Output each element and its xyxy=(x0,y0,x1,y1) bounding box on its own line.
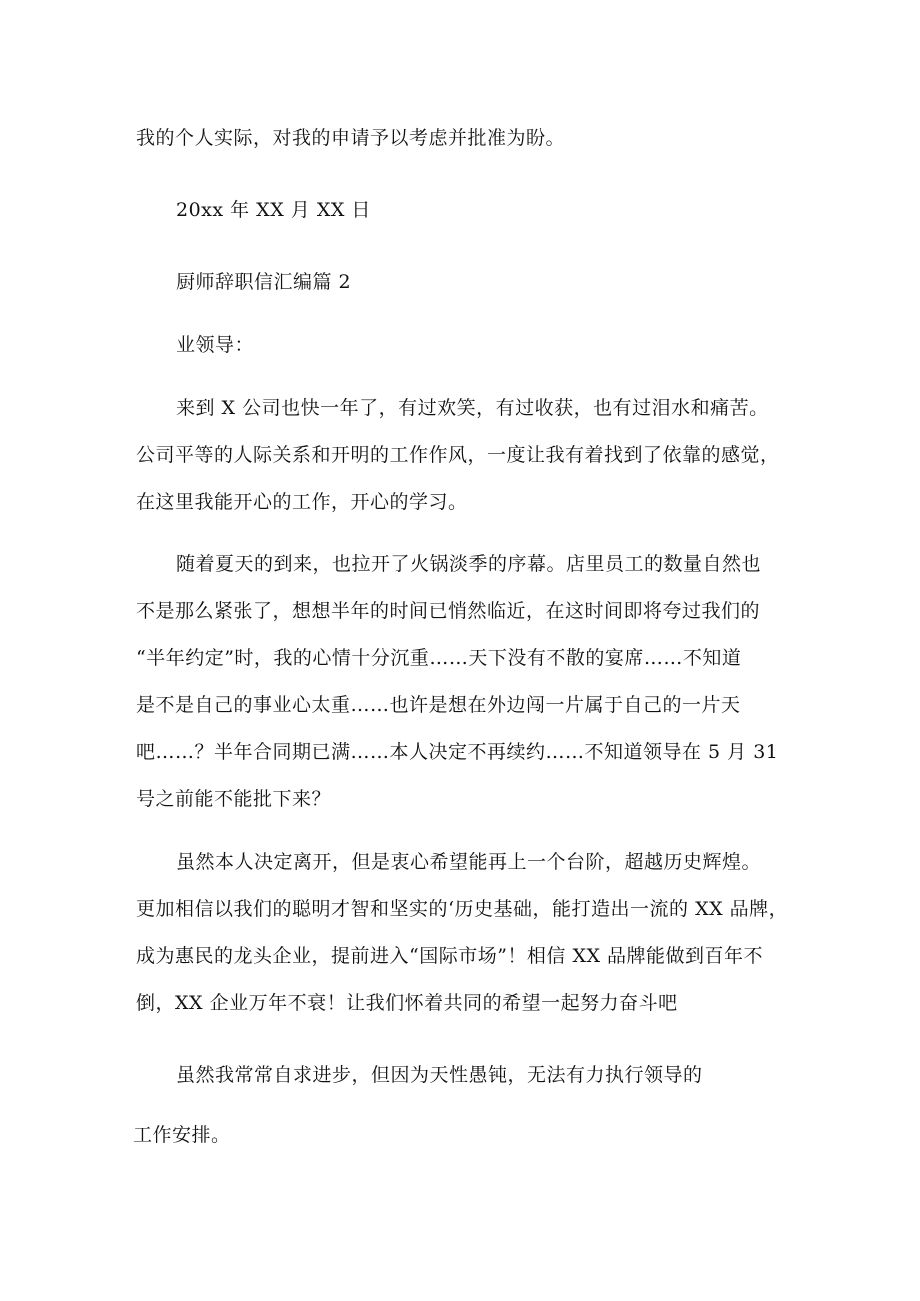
paragraph-line: 在这里我能开心的工作，开心的学习。 xyxy=(136,491,468,513)
date-line: 20xx 年 XX 月 XX 日 xyxy=(176,199,371,221)
paragraph-line: 倒，XX 企业万年不衰！让我们怀着共同的希望一起努力奋斗吧 xyxy=(136,992,678,1014)
closing-line: 我的个人实际，对我的申请予以考虑并批准为盼。 xyxy=(136,127,566,149)
paragraph-line: 是不是自己的事业心太重……也许是想在外边闯一片属于自己的一片天 xyxy=(136,694,741,716)
paragraph-line: 来到 X 公司也快一年了，有过欢笑，有过收获，也有过泪水和痛苦。 xyxy=(176,397,769,419)
paragraph-line: 公司平等的人际关系和开明的工作作风，一度让我有着找到了依靠的感觉， xyxy=(136,444,780,466)
paragraph-line: 工作安排。 xyxy=(133,1124,231,1146)
section-title: 厨师辞职信汇编篇 2 xyxy=(176,271,352,293)
paragraph-line: 虽然我常常自求进步，但因为天性愚钝，无法有力执行领导的 xyxy=(176,1064,703,1086)
paragraph-line: 更加相信以我们的聪明才智和坚实的‘历史基础，能打造出一流的 XX 品牌， xyxy=(136,898,789,920)
paragraph-line: 虽然本人决定离开，但是衷心希望能再上一个台阶，超越历史辉煌。 xyxy=(176,851,762,873)
paragraph-line: “半年约定”时，我的心情十分沉重……天下没有不散的宴席……不知道 xyxy=(136,647,742,669)
paragraph-line: 不是那么紧张了，想想半年的时间已悄然临近，在这时间即将夸过我们的 xyxy=(136,600,761,622)
paragraph-line: 号之前能不能批下来？ xyxy=(136,788,332,810)
paragraph-line: 成为惠民的龙头企业，提前进入“国际市场”！相信 XX 品牌能做到百年不 xyxy=(136,945,764,967)
salutation: 业领导： xyxy=(176,334,255,356)
paragraph-line: 吧……？半年合同期已满……本人决定不再续约……不知道领导在 5 月 31 xyxy=(136,741,779,763)
paragraph-line: 随着夏天的到来，也拉开了火锅淡季的序幕。店里员工的数量自然也 xyxy=(176,553,762,575)
